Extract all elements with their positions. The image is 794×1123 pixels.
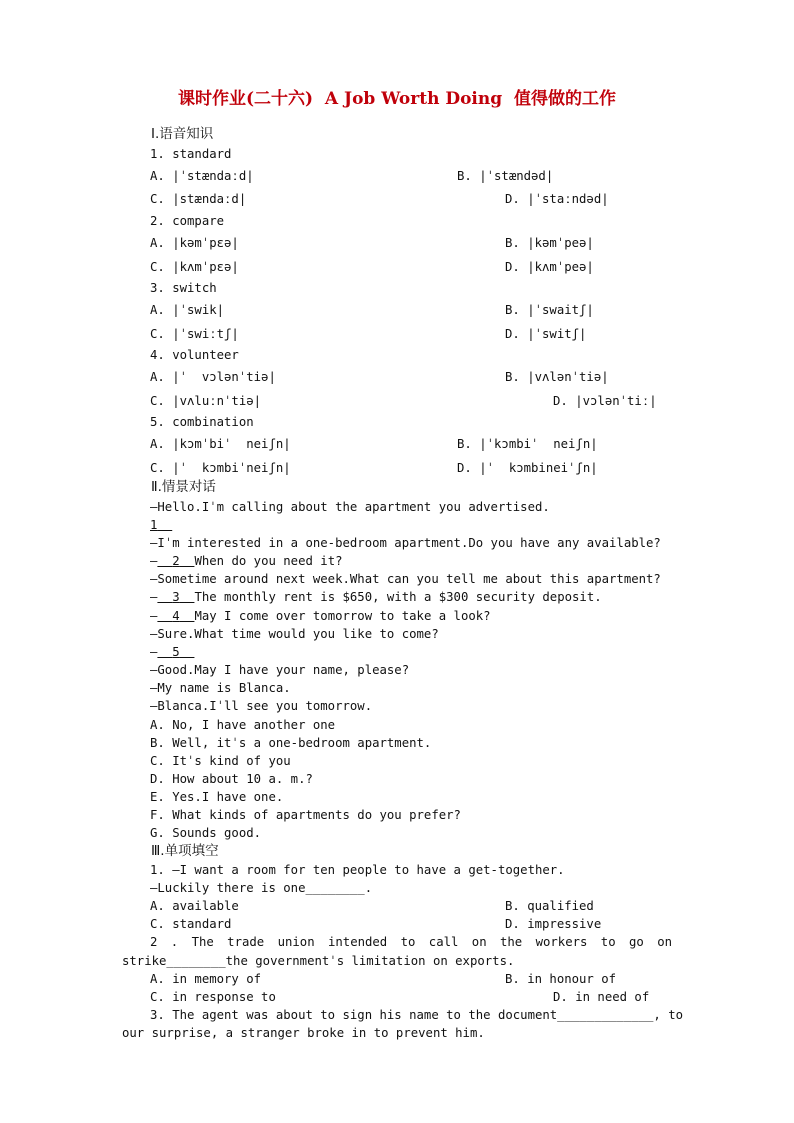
dialogue-line: — 3 The monthly rent is $650, with a $300 security deposit. [150, 590, 602, 604]
dialogue-line: — 2 When do you need it? [150, 554, 343, 568]
question-stem: 1. —I want a room for ten people to have a get-together. [150, 863, 565, 877]
option-c: C. |ˈ kɔmbiˈneiʃn| [150, 461, 291, 475]
option-b: B. |ˈstændəd| [457, 169, 554, 183]
dialogue-line: —Iˈm interested in a one-bedroom apartment.Do you have any available? [150, 536, 661, 550]
section-heading: Ⅰ.语音知识 [151, 126, 214, 142]
option-b: B. qualified [505, 899, 594, 913]
option-b: B. |kəmˈpeə| [505, 236, 594, 250]
dialogue-option: E. Yes.I have one. [150, 790, 284, 804]
dialogue-option: C. Itˈs kind of you [150, 754, 291, 768]
dialogue-option: F. What kinds of apartments do you prefer? [150, 808, 461, 822]
page-title: 课时作业(二十六) A Job Worth Doing 值得做的工作 [178, 89, 616, 109]
option-b: B. in honour of [505, 972, 617, 986]
option-a: A. |ˈswik| [150, 303, 225, 317]
question-stem: 1. standard [150, 147, 232, 161]
section-heading: Ⅱ.情景对话 [151, 479, 216, 495]
option-c: C. |ˈswiːtʃ| [150, 327, 239, 341]
option-d: D. |ˈswitʃ| [505, 327, 587, 341]
question-stem: strike________the governmentˈs limitation on exports. [122, 954, 515, 968]
option-d: D. impressive [505, 917, 602, 931]
option-a: A. in memory of [150, 972, 262, 986]
dialogue-line: —Sometime around next week.What can you tell me about this apartment? [150, 572, 661, 586]
blank-number: 3 [172, 590, 180, 604]
option-b: B. |ˈkɔmbiˈ neiʃn| [457, 437, 598, 451]
dialogue-blank [150, 517, 172, 533]
question-stem: our surprise, a stranger broke in to prevent him. [122, 1026, 485, 1040]
question-stem: 5. combination [150, 415, 254, 429]
dialogue-line: — 4 May I come over tomorrow to take a look? [150, 609, 491, 623]
blank-number: 1 [150, 518, 158, 532]
option-d: D. in need of [553, 990, 650, 1004]
option-c: C. |kʌmˈpɛə| [150, 260, 239, 274]
option-a: A. available [150, 899, 239, 913]
dialogue-line: —My name is Blanca. [150, 681, 291, 695]
dialogue-option: G. Sounds good. [150, 826, 262, 840]
dialogue-option: B. Well, itˈs a one-bedroom apartment. [150, 736, 432, 750]
question-stem: 2 . The trade union intended to call on the workers to go on [150, 935, 672, 949]
option-b: B. |vʌlənˈtiə| [505, 370, 609, 384]
option-a: A. |ˈ vɔlənˈtiə| [150, 370, 276, 384]
option-d: D. |ˈstaːndəd| [505, 192, 609, 206]
option-c: C. |vʌluːnˈtiə| [150, 394, 262, 408]
option-a: A. |kɔmˈbiˈ neiʃn| [150, 437, 291, 451]
question-stem: 2. compare [150, 214, 225, 228]
question-stem: —Luckily there is one________. [150, 881, 373, 895]
question-stem: 4. volunteer [150, 348, 239, 362]
section-heading: Ⅲ.单项填空 [151, 843, 219, 859]
option-c: C. in response to [150, 990, 276, 1004]
blank-number: 5 [172, 645, 180, 659]
dialogue-line: — 5 [150, 645, 180, 659]
dialogue-line: —Blanca.Iˈll see you tomorrow. [150, 699, 373, 713]
question-stem: 3. The agent was about to sign his name to the document_____________, to [150, 1008, 684, 1022]
dialogue-line: —Sure.What time would you like to come? [150, 627, 439, 641]
option-d: D. |kʌmˈpeə| [505, 260, 594, 274]
dialogue-option: D. How about 10 a. m.? [150, 772, 313, 786]
option-c: C. |stændaːd| [150, 192, 247, 206]
dialogue-line: —Hello.Iˈm calling about the apartment you advertised. [150, 500, 550, 514]
option-c: C. standard [150, 917, 232, 931]
question-stem: 3. switch [150, 281, 217, 295]
option-d: D. |ˈ kɔmbineiˈʃn| [457, 461, 598, 475]
dialogue-line: —Good.May I have your name, please? [150, 663, 410, 677]
blank-number: 2 [172, 554, 180, 568]
option-d: D. |vɔlənˈtiː| [553, 394, 657, 408]
option-b: B. |ˈswaitʃ| [505, 303, 594, 317]
blank-number: 4 [172, 609, 180, 623]
option-a: A. |kəmˈpɛə| [150, 236, 239, 250]
dialogue-option: A. No, I have another one [150, 718, 336, 732]
option-a: A. |ˈstændaːd| [150, 169, 254, 183]
